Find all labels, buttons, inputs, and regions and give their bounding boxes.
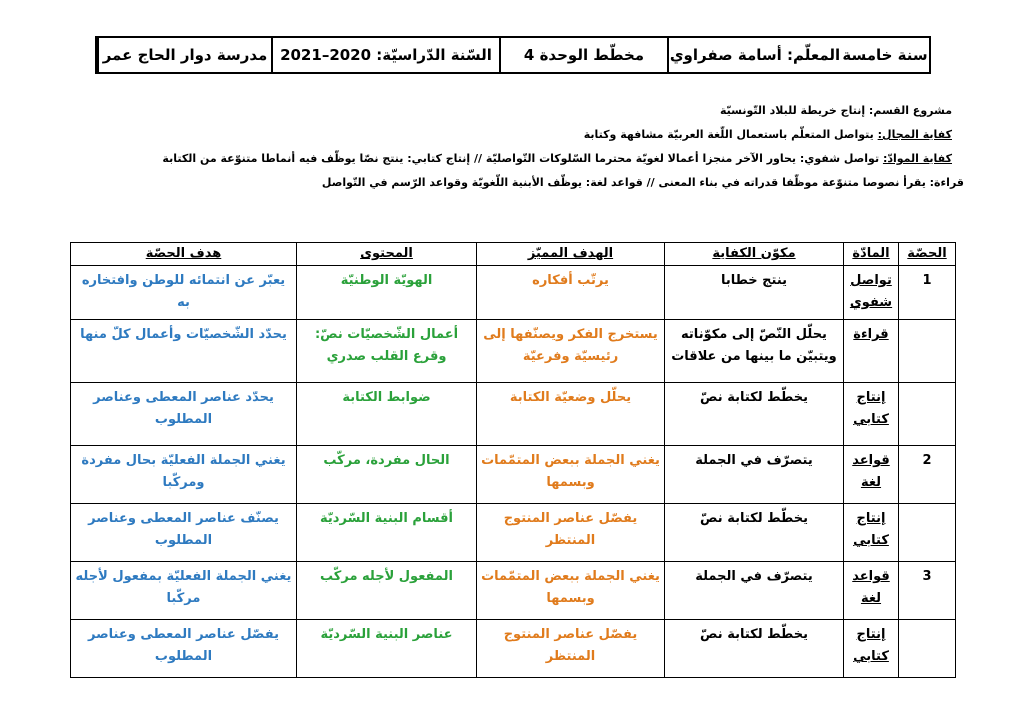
table-row — [71, 620, 956, 678]
goal-cell: يغني الجملة ببعض المتمّمات وبسمها — [477, 446, 665, 504]
unit-title: مخطّط الوحدة 4 — [499, 38, 667, 72]
session-number — [899, 383, 956, 446]
lesson-goal-cell: يعبّر عن انتمائه للوطن وافتخاره به — [71, 266, 297, 320]
header-box — [95, 36, 931, 74]
lesson-goal-cell: يصنّف عناصر المعطى وعناصر المطلوب — [71, 504, 297, 562]
session-number — [899, 320, 956, 383]
component-cell: يخطّط لكتابة نصّ — [665, 504, 844, 562]
content-cell: الهويّة الوطنيّة — [297, 266, 477, 320]
subject-cell: قواعد لغة — [844, 446, 899, 504]
component-cell: يخطّط لكتابة نصّ — [665, 620, 844, 678]
grade-level: سنة خامسة — [842, 46, 928, 64]
table-header-row — [71, 243, 956, 266]
table-row — [71, 504, 956, 562]
subject-cell: قواعد لغة — [844, 562, 899, 620]
content-cell: عناصر البنية السّرديّة — [297, 620, 477, 678]
component-cell: يتصرّف في الجملة — [665, 562, 844, 620]
content-cell: المفعول لأجله مركّب — [297, 562, 477, 620]
materials-text: تواصل شفوي: يحاور الآخر منجزا أعمالا لغويّة محترما السّلوكات التّواصليّة // إنتاج كتابي: ينتج نصّا يوظّف فيه أنماطا متنوّعة من الكتابة — [162, 152, 880, 165]
lesson-goal-cell: يغني الجملة الفعليّة بحال مفردة ومركّبا — [71, 446, 297, 504]
session-number: 1 — [899, 266, 956, 320]
lesson-goal-cell: يحدّد عناصر المعطى وعناصر المطلوب — [71, 383, 297, 446]
subject-cell: إنتاج كتابي — [844, 504, 899, 562]
component-cell: يحلّل النّصّ إلى مكوّناته ويتبيّن ما بينها من علاقات — [665, 320, 844, 383]
col-header-component: مكوّن الكفاية — [665, 243, 844, 266]
table-row — [71, 320, 956, 383]
school-name: مدرسة دوار الحاج عمر — [97, 38, 271, 72]
goal-cell: يفصّل عناصر المنتوج المنتظر — [477, 504, 665, 562]
col-header-content: المحتوى — [297, 243, 477, 266]
col-header-subject: المادّة — [844, 243, 899, 266]
unit-plan-table — [70, 242, 956, 678]
lesson-goal-cell: يغني الجملة الفعليّة بمفعول لأجله مركّبا — [71, 562, 297, 620]
session-number — [899, 620, 956, 678]
table-row — [71, 446, 956, 504]
subject-cell: قراءة — [844, 320, 899, 383]
subject-cell: تواصل شفوي — [844, 266, 899, 320]
lesson-goal-cell: يحدّد الشّخصيّات وأعمال كلّ منها — [71, 320, 297, 383]
component-cell: يتصرّف في الجملة — [665, 446, 844, 504]
subject-cell: إنتاج كتابي — [844, 383, 899, 446]
session-number: 2 — [899, 446, 956, 504]
reading-grammar-competence: قراءة: يقرأ نصوصا متنوّعة موظّفا قدراته في بناء المعنى // قواعد لغة: يوظّف الأبنية اللّغويّة وقواعد الرّسم في التّواصل — [321, 176, 964, 189]
domain-competence — [584, 128, 952, 141]
goal-cell: يستخرج الفكر ويصنّفها إلى رئيسيّة وفرعيّة — [477, 320, 665, 383]
lesson-goal-cell: يفصّل عناصر المعطى وعناصر المطلوب — [71, 620, 297, 678]
col-header-lesson-goal: هدف الحصّة — [71, 243, 297, 266]
content-cell: ضوابط الكتابة — [297, 383, 477, 446]
component-cell: يخطّط لكتابة نصّ — [665, 383, 844, 446]
content-cell: الحال مفردة، مركّب — [297, 446, 477, 504]
goal-cell: يرتّب أفكاره — [477, 266, 665, 320]
session-number — [899, 504, 956, 562]
domain-label: كفاية المجال: — [877, 128, 952, 141]
school-year: السّنة الدّراسيّة: 2020–2021 — [271, 38, 499, 72]
subject-cell: إنتاج كتابي — [844, 620, 899, 678]
class-project: مشروع القسم: إنتاج خريطة للبلاد التّونسيّة — [720, 104, 952, 117]
materials-competence — [162, 152, 952, 165]
table-row — [71, 266, 956, 320]
goal-cell: يغني الجملة ببعض المتمّمات وبسمها — [477, 562, 665, 620]
content-cell: أقسام البنية السّرديّة — [297, 504, 477, 562]
goal-cell: يفصّل عناصر المنتوج المنتظر — [477, 620, 665, 678]
table-row — [71, 383, 956, 446]
session-number: 3 — [899, 562, 956, 620]
materials-label: كفاية الموادّ: — [882, 152, 952, 165]
col-header-session: الحصّة — [899, 243, 956, 266]
table-row — [71, 562, 956, 620]
component-cell: ينتج خطابا — [665, 266, 844, 320]
goal-cell: يحلّل وضعيّة الكتابة — [477, 383, 665, 446]
teacher-name: المعلّم: أسامة صفراوي — [667, 38, 841, 72]
domain-text: يتواصل المتعلّم باستعمال اللّغة العربيّة مشافهة وكتابة — [583, 128, 874, 141]
content-cell: أعمال الشّخصيّات نصّ: وقرع القلب صدري — [297, 320, 477, 383]
col-header-goal: الهدف المميّز — [477, 243, 665, 266]
